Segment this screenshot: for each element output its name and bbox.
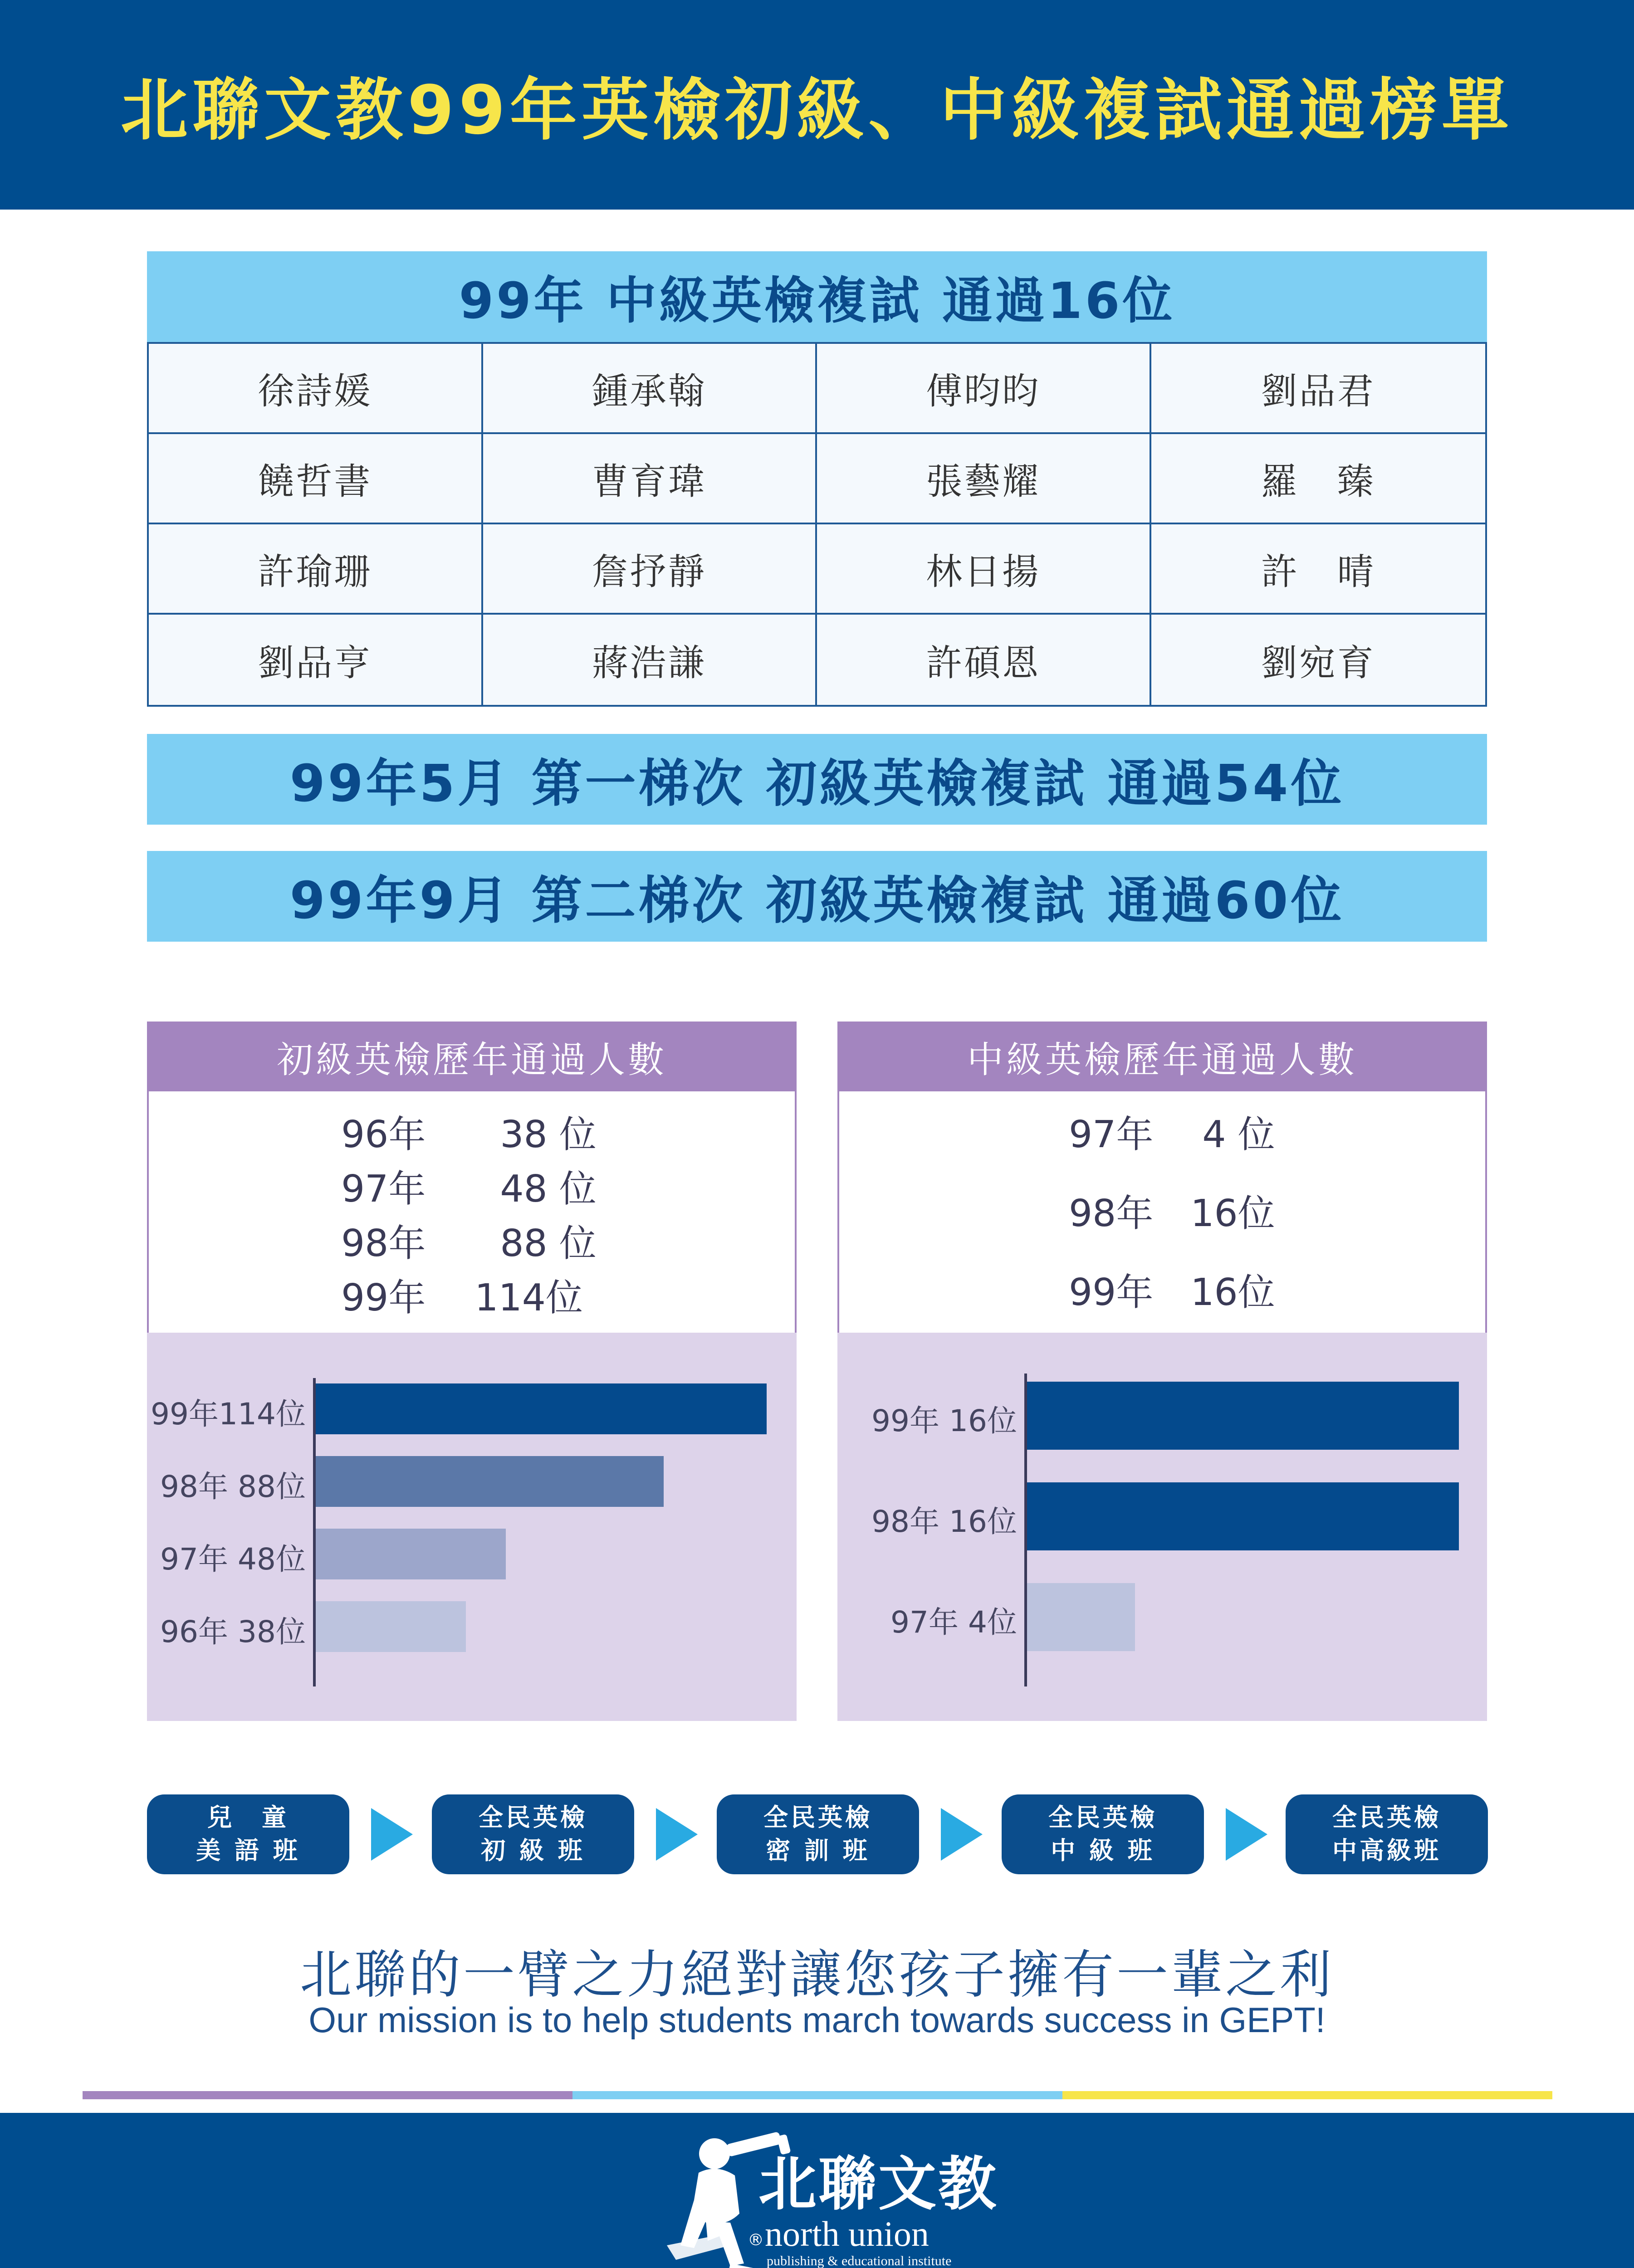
slogan-chinese: 北聯的一臂之力絕對讓您孩子擁有一輩之利	[299, 1945, 1334, 2005]
logo-english: north union	[765, 2214, 929, 2253]
name-cell: 饒哲書	[149, 434, 483, 524]
chart-category-label: 98年 88位	[160, 1469, 306, 1504]
elementary-row: 98年 88 位	[341, 1222, 597, 1265]
logo-tagline: publishing & educational institute	[767, 2253, 952, 2268]
divider-yellow	[1062, 2091, 1552, 2099]
course-step-1	[147, 1794, 349, 1874]
course-step-4	[1002, 1794, 1204, 1874]
intermediate-row: 99年 16位	[1069, 1271, 1275, 1314]
page-title: 北聯文教99年英檢初級、中級複試通過榜單	[121, 71, 1513, 149]
name-cell: 林日揚	[817, 524, 1151, 615]
elementary-row: 96年 38 位	[341, 1113, 597, 1156]
chart-category-label: 97年 4位	[890, 1605, 1017, 1640]
course-step-5	[1286, 1794, 1488, 1874]
name-cell: 曹育瑋	[483, 434, 817, 524]
arrow-right-icon	[656, 1808, 698, 1861]
name-cell: 許碩恩	[817, 615, 1151, 705]
course-step-line1: 全民英檢	[1048, 1803, 1157, 1832]
arrow-right-icon	[371, 1808, 413, 1861]
intermediate-title-bar: 99年 中級英檢複試 通過16位	[147, 251, 1487, 342]
intermediate-panel-title: 中級英檢歷年通過人數	[837, 1022, 1487, 1091]
intermediate-names-table	[147, 342, 1487, 707]
course-step-3	[717, 1794, 919, 1874]
course-step-line2: 美 語 班	[196, 1836, 300, 1865]
chart-bar	[316, 1383, 767, 1434]
course-step-line1: 全民英檢	[763, 1803, 872, 1832]
course-step-line1: 全民英檢	[479, 1803, 587, 1832]
chart-bar	[316, 1456, 664, 1507]
elementary-round1-bar: 99年5月 第一梯次 初級英檢複試 通過54位	[147, 734, 1487, 825]
chart-category-label: 97年 48位	[160, 1542, 306, 1577]
course-step-line2: 中高級班	[1332, 1836, 1441, 1865]
arrow-right-icon	[1226, 1808, 1267, 1861]
course-step-line1: 兒 童	[207, 1803, 289, 1832]
elementary-row: 99年 114位	[341, 1276, 583, 1320]
chart-category-label: 96年 38位	[160, 1614, 306, 1649]
divider-blue	[572, 2091, 1062, 2099]
chart-bar	[1027, 1482, 1459, 1550]
slogan-english: Our mission is to help students march towards success in GEPT!	[308, 2000, 1326, 2040]
name-cell: 劉宛育	[1261, 642, 1375, 684]
name-cell: 劉品君	[1151, 344, 1486, 434]
course-step-line1: 全民英檢	[1332, 1803, 1441, 1832]
name-cell: 傅昀昀	[817, 344, 1151, 434]
chart-category-label: 99年114位	[151, 1397, 306, 1432]
chart-bar	[1027, 1583, 1135, 1651]
course-step-line2: 初 級 班	[481, 1836, 585, 1865]
chart-bar	[316, 1601, 466, 1652]
name-cell: 許瑜珊	[149, 524, 483, 615]
elementary-panel-body	[147, 1091, 797, 1333]
name-cell: 鍾承翰	[483, 344, 817, 434]
intermediate-row: 97年 4 位	[1069, 1113, 1275, 1156]
name-cell: 許 晴	[1151, 524, 1486, 615]
chart-category-label: 98年 16位	[871, 1504, 1017, 1539]
name-cell: 劉品亨	[149, 615, 483, 705]
chart-bar	[316, 1529, 506, 1579]
name-cell: 蔣浩謙	[483, 615, 817, 705]
elementary-panel-title: 初級英檢歷年通過人數	[147, 1022, 797, 1091]
arrow-right-icon	[941, 1808, 983, 1861]
logo-text: 北聯文教	[758, 2151, 998, 2218]
name-cell: 徐詩媛	[149, 344, 483, 434]
chart-bar	[1027, 1382, 1459, 1450]
elementary-chart	[147, 1333, 797, 1721]
divider-purple	[83, 2091, 572, 2099]
name-cell: 羅 臻	[1151, 434, 1486, 524]
name-cell: 張藝耀	[817, 434, 1151, 524]
intermediate-row: 98年 16位	[1069, 1192, 1275, 1235]
registered-mark: ®	[748, 2231, 764, 2249]
elementary-row: 97年 48 位	[341, 1168, 597, 1211]
intermediate-chart	[837, 1333, 1487, 1721]
course-step-line2: 密 訓 班	[766, 1836, 870, 1865]
chart-category-label: 99年 16位	[871, 1403, 1017, 1438]
name-cell: 詹抒靜	[483, 524, 817, 615]
course-step-line2: 中 級 班	[1051, 1836, 1155, 1865]
intermediate-panel-body	[837, 1091, 1487, 1333]
course-step-2	[432, 1794, 634, 1874]
elementary-round2-bar: 99年9月 第二梯次 初級英檢複試 通過60位	[147, 851, 1487, 942]
